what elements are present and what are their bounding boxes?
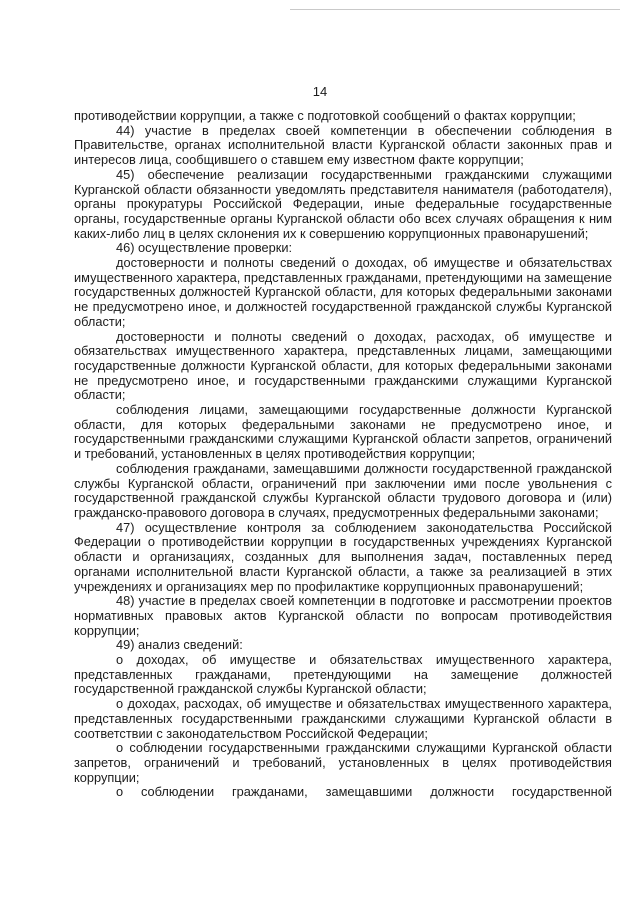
scan-edge-line <box>290 9 620 10</box>
paragraph: соблюдения гражданами, замещавшими должности государственной гражданской службы Курганской области, ограничений при заключении ими после увольнения с государственной гражданской службы Курганской области трудового договора и (или) гражданско-правового договора в случаях, предусмотренных федеральными законами; <box>74 460 612 520</box>
paragraph: 46) осуществление проверки: <box>116 240 293 256</box>
paragraph: 47) осуществление контроля за соблюдением законодательства Российской Федерации о противодействии коррупции в государственных учреждениях Курганской области и организациях, созданных для выполнения задач, поставленных перед органами исполнительной власти Курганской области, а также за реализацией в этих учреждениях и организациях мер по профилактике коррупционных правонарушений; <box>74 519 612 594</box>
paragraph: достоверности и полноты сведений о доходах, об имуществе и обязательствах имущественного характера, представленных гражданами, претендующими на замещение государственных должностей Курганской области, для которых федеральными законами не предусмотрено иное, и должностей государственной гражданской службы Курганской области; <box>74 255 612 329</box>
paragraph: 45) обеспечение реализации государственными гражданскими служащими Курганской области обязанности уведомлять представителя нанимателя (работодателя), органы прокуратуры Российской Федерации, иные федеральные государственные органы, государственные органы Курганской области обо всех случаях обращения к ним каких-либо лиц в целях склонения их к совершению коррупционных правонарушений; <box>74 166 612 241</box>
paragraph: противодействии коррупции, а также с подготовкой сообщений о фактах коррупции; <box>74 108 576 123</box>
page-number: 14 <box>312 84 328 99</box>
paragraph: 44) участие в пределах своей компетенции в обеспечении соблюдения в Правительстве, органах исполнительной власти Курганской области законных прав и интересов лица, сообщившего о ставшем ему известном факте коррупции; <box>74 122 612 168</box>
paragraph: достоверности и полноты сведений о доходах, расходах, об имуществе и обязательствах имущественного характера, представленных лицами, замещающими государственные должности Курганской области, для которых федеральными законами не предусмотрено иное, и государственными гражданскими служащими Курганской области; <box>74 328 612 403</box>
paragraph: 49) анализ сведений: <box>116 637 243 653</box>
paragraph: о доходах, об имуществе и обязательствах имущественного характера, представленных гражданами, претендующими на замещение должностей государственной гражданской службы Курганской области; <box>74 652 612 697</box>
paragraph: о доходах, расходах, об имуществе и обязательствах имущественного характера, представленных государственными гражданскими служащими Курганской области в соответствии с законодательством Российской Федерации; <box>74 696 612 741</box>
paragraph: о соблюдении государственными гражданскими служащими Курганской области запретов, ограничений и требований, установленных в целях противодействия коррупции; <box>74 740 612 785</box>
paragraph: о соблюдении гражданами, замещавшими должности государственной <box>116 784 612 800</box>
paragraph: 48) участие в пределах своей компетенции в подготовке и рассмотрении проектов нормативных правовых актов Курганской области по вопросам противодействия коррупции; <box>74 593 612 638</box>
document-body <box>74 109 612 800</box>
paragraph: соблюдения лицами, замещающими государственные должности Курганской области, для которых федеральными законами не предусмотрено иное, и государственными гражданскими служащими Курганской области запретов, ограничений и требований, установленных в целях противодействия коррупции; <box>74 402 612 462</box>
